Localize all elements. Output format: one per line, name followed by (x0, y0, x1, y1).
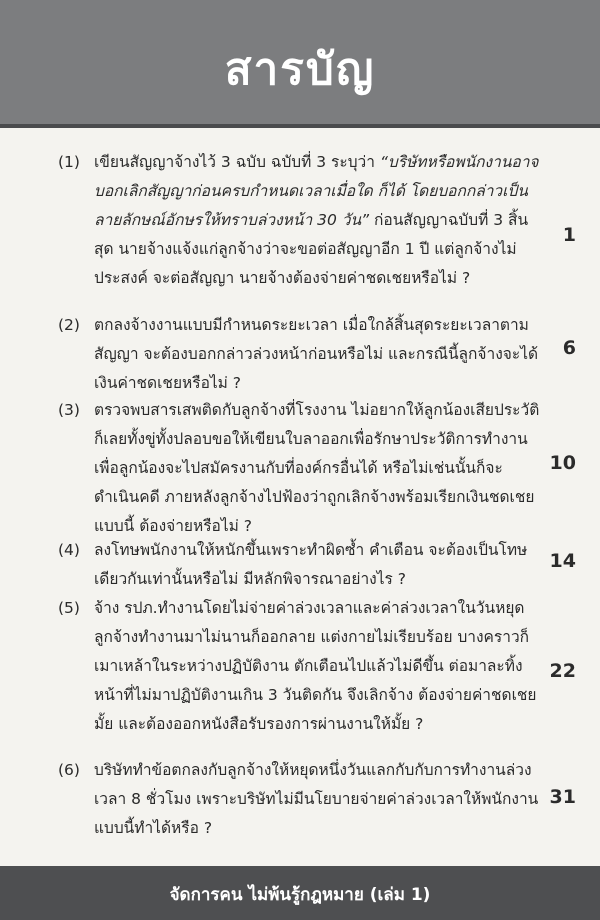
entry-page-number: 6 (562, 337, 576, 359)
entry-number: (6) (58, 761, 80, 779)
toc-header (0, 0, 600, 128)
table-of-contents (0, 128, 600, 866)
entry-number: (4) (58, 541, 80, 559)
book-title: จัดการคน ไม่พ้นรู้กฎหมาย (เล่ม 1) (169, 885, 431, 905)
entry-page-number: 31 (549, 786, 576, 808)
entry-text: ตกลงจ้างงานแบบมีกำหนดระยะเวลา เมื่อใกล้สิ้นสุดระยะเวลาตามสัญญา จะต้องบอกกล่าวล่วงหน้าก่อนหรือไม่ และกรณีนี้ลูกจ้างจะได้เงินค่าชดเชยหรือไม่ ? (94, 316, 539, 392)
entry-page-number: 10 (549, 452, 576, 474)
entry-text: จ้าง รปภ.ทำงานโดยไม่จ่ายค่าล่วงเวลาและค่าล่วงเวลาในวันหยุด ลูกจ้างทำงานมาไม่นานก็ออกลาย แต่งกายไม่เรียบร้อย บางคราวก็เมาเหล้าในระหว่างปฏิบัติงาน ตักเตือนไปแล้วไม่ดีขึ้น ต่อมาละทิ้งหน้าที่ไม่มาปฏิบัติงานเกิน 3 วันติดกัน จึงเลิกจ้าง ต้องจ่ายค่าชดเชยมั้ย และต้องออกหนังสือรับรองการผ่านงานให้มั้ย ? (94, 599, 537, 733)
entry-page-number: 14 (549, 550, 576, 572)
entry-text: ตรวจพบสารเสพติดกับลูกจ้างที่โรงงาน ไม่อยากให้ลูกน้องเสียประวัติ ก็เลยทั้งขู่ทั้งปลอบขอให้เขียนใบลาออกเพื่อรักษาประวัติการทำงาน เพื่อลูกน้องจะไปสมัครงานกับที่องค์กรอื่นได้ หรือไม่เช่นนั้นก็จะดำเนินคดี ภายหลังลูกจ้างไปฟ้องว่าถูกเลิกจ้างพร้อมเรียกเงินชดเชยแบบนี้ ต้องจ่ายหรือไม่ ? (94, 401, 540, 535)
entry-number: (3) (58, 401, 80, 419)
entry-text: บริษัททำข้อตกลงกับลูกจ้างให้หยุดหนึ่งวันแลกกับกับการทำงานล่วงเวลา 8 ชั่วโมง เพราะบริษัทไม่มีนโยบายจ่ายค่าล่วงเวลาให้พนักงาน แบบนี้ทำได้หรือ ? (94, 761, 539, 837)
book-footer (0, 866, 600, 920)
entry-number: (1) (58, 153, 80, 171)
entry-text: ลงโทษพนักงานให้หนักขึ้นเพราะทำผิดซ้ำ คำเตือน จะต้องเป็นโทษเดียวกันเท่านั้นหรือไม่ มีหลักพิจารณาอย่างไร ? (94, 541, 528, 588)
page-title: สารบัญ (224, 44, 376, 95)
entry-number: (2) (58, 316, 80, 334)
entry-number: (5) (58, 599, 80, 617)
entry-page-number: 1 (562, 224, 576, 246)
entry-page-number: 22 (549, 660, 576, 682)
entry-text: เขียนสัญญาจ้างไว้ 3 ฉบับ ฉบับที่ 3 ระบุว่า “บริษัทหรือพนักงานอาจบอกเลิกสัญญาก่อนครบกำหนดเวลาเมื่อใด ก็ได้ โดยบอกกล่าวเป็นลายลักษณ์อักษรให้ทราบล่วงหน้า 30 วัน” ก่อนสัญญาฉบับที่ 3 สิ้นสุด นายจ้างแจ้งแก่ลูกจ้างว่าจะขอต่อสัญญาอีก 1 ปี แต่ลูกจ้างไม่ประสงค์ จะต่อสัญญา นายจ้างต้องจ่ายค่าชดเชยหรือไม่ ? (94, 153, 539, 287)
